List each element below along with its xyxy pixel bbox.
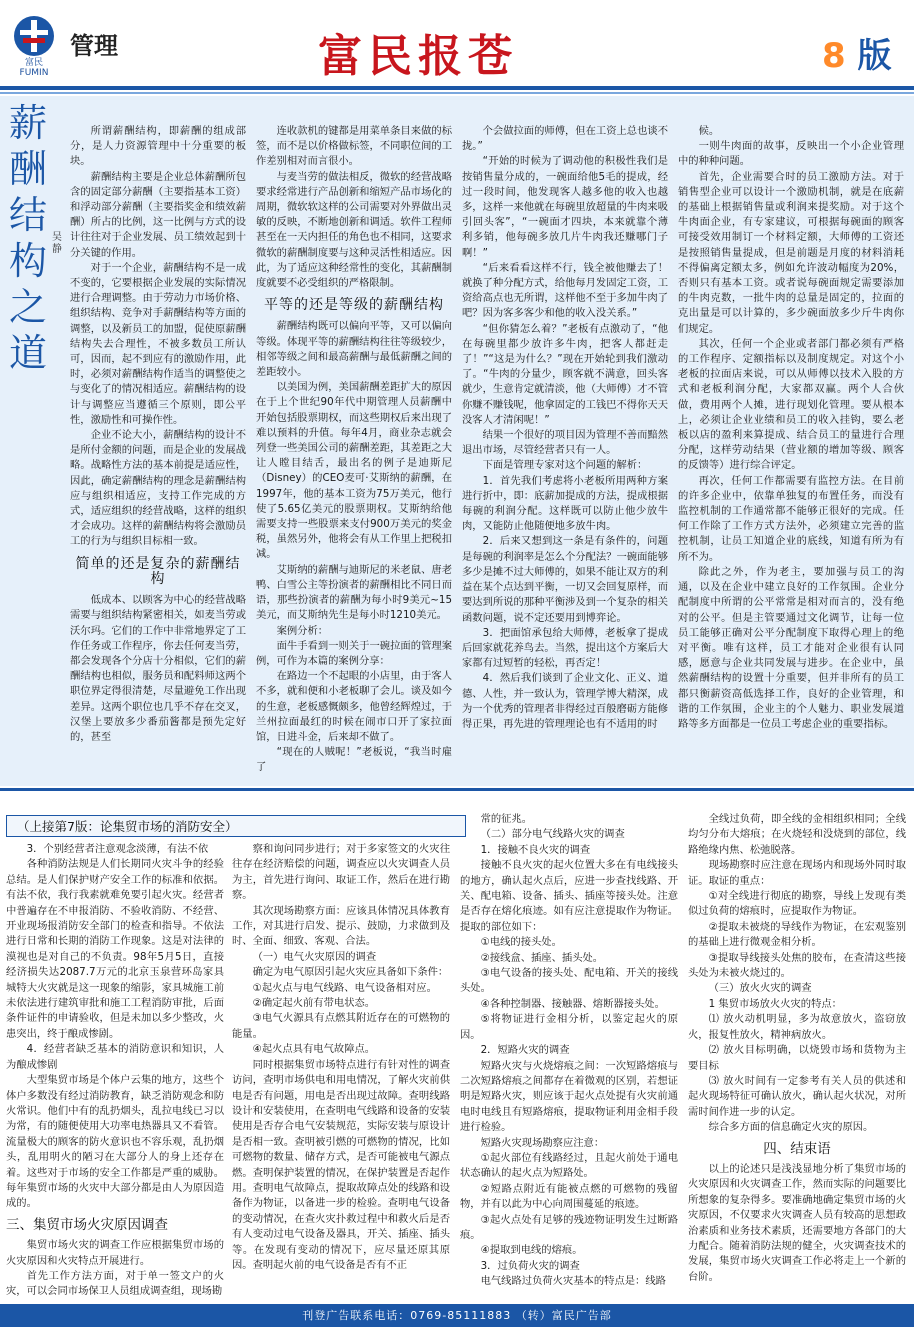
paragraph: 大型集贸市场是个体户云集的地方，这些个体户多数没有经过消防教育，缺乏消防观念和防火常识。他们中有的乱扔烟头，乱拉电线已习以为常，有的随便使用大功率电热器具又不看管。流量极大的顾客的防火意识也不容乐观，乱扔烟头，乱用明火的陋习在大部分人的身上还存在着。这些对于市场的安全工作都是严重的威胁。每年集贸市场的火灾中大部分都是由人为原因造成的。 — [6, 1074, 224, 1210]
paragraph: 察和询问同步进行；对于多家签文的火灾往往存在经济赔偿的问题，调查应以火灾调查人员为主，首先进行询问、取证工作，然后在进行勘察。 — [232, 843, 450, 902]
logo-latin: FUMIN — [19, 68, 49, 78]
paragraph: “但你猜怎么着？”老板有点激动了，“他在每碗里都少放许多牛肉，把客人都赶走了！”“这是为什么？”现在开始轮到我们激动了。“牛肉的分量少，顾客就不满意，回头客就少，生意肯定就清淡，他（大师傅）才不管你赚不赚钱呢，他拿固定的工钱巴不得你天天没客人才清闲呢！” — [462, 322, 668, 426]
paragraph: “现在的人贼呢！”老板说，“我当时雇了 — [256, 746, 452, 774]
paragraph: 低成本、以顾客为中心的经营战略需要与组织结构紧密相关，如麦当劳或沃尔玛。它们的工作中非常地界定了工作任务或工作程序，你去任何麦当劳，都会发现各个分店十分相似，它们的薪酬结构也相似，服务员和配料师这两个职位界定得很清楚，尽量避免工作出现差异。这两个职位也几乎不存在交叉，汉堡上要放多少番茄酱都是预先定好的，甚至 — [70, 594, 246, 743]
paragraph: ⑵ 放火目标明确，以烧毁市场和货物为主要目标 — [688, 1044, 906, 1072]
article-column-4 — [678, 124, 904, 784]
col2-body-after — [256, 319, 452, 775]
paragraph: 确定为电气原因引起火灾应具备如下条件： — [252, 966, 449, 979]
paragraph: 薪酬结构既可以偏向平等，又可以偏向等级。体现平等的薪酬结构往往等级较少，相邻等级之间和最高薪酬与最低薪酬之间的差距较小。 — [256, 320, 452, 379]
paragraph: 企业不论大小，薪酬结构的设计不是所付金额的问题，而是企业的发展战略。战略性方法的基本前提是适应性，因此，确定薪酬结构的理念是薪酬结构应与组织相适应，支持工作完成的方式，适应组织的经营战略，这样的组织才会成功。这样的薪酬结构将会激励员工的行为与组织目标相一致。 — [70, 429, 246, 548]
section-heading: 四、结束语 — [763, 1140, 831, 1157]
article-column-1 — [70, 124, 246, 784]
paragraph: 短路火灾与火烧熔痕之间：一次短路熔痕与二次短路熔痕之间都存在着微观的区别，若想证明是短路火灾，则应该于起火点处提有火灾前通电时电线且有短路熔痕，提取物证利用金相手段进行检验。 — [460, 1059, 678, 1134]
paragraph: 各种消防法规是人们长期同火灾斗争的经验总结。是人们保护财产安全工作的标准和依据。有法不依，我行我素就难免要引起火灾。经营者中普遍存在不申报消防、不验收消防、不经营、开业现场报消防安全部门的检查和指导。不依法进行日常和长期的消防工作现象。这是对法律的漠视也是对自己的不负责。98年5月5日，直接经济损失达2087.7万元的北京玉泉营环岛家具城特大火灾就是这一现象的缩影，家具城施工前未依法进行建筑审批和施工工程消防审批，后面条件证件的申请验收，但是未加以多少整改，火患突出，终于酿成惨剧。 — [6, 858, 224, 1040]
logo-emblem-icon — [12, 14, 56, 58]
paragraph: ④各种控制器、接触器、熔断器接头处。 — [480, 997, 665, 1010]
paragraph: ②提取未被烧的导线作为物证，在宏观鉴别的基础上进行微观金相分析。 — [688, 920, 906, 949]
bcol1-body — [6, 842, 224, 1212]
paragraph: 3．把面馆承包给大师傅，老板拿了提成后回家就花养鸟去。当然，提出这个方案后大家都有过短暂的轻松，再否定！ — [462, 626, 668, 670]
paragraph: 集贸市场火灾的调查工作应根据集贸市场的火灾原因和火灾特点开展进行。 — [6, 1239, 224, 1267]
paragraph: （一）电气火灾原因的调查 — [252, 950, 377, 963]
paragraph: 1．接触不良火灾的调查 — [480, 843, 591, 856]
paragraph: ③电气火源具有点燃其附近存在的可燃物的能量。 — [232, 1012, 450, 1040]
paragraph: 个会做拉面的师傅，但在工资上总也谈不拢。” — [462, 125, 668, 153]
col1-body-after — [70, 593, 246, 745]
bottom-column-4 — [688, 812, 906, 1300]
article-column-3 — [462, 124, 668, 784]
paragraph: ④提取到电线的熔痕。 — [480, 1244, 583, 1257]
bcol3-body — [460, 812, 678, 1290]
paragraph: 对于一个企业，薪酬结构不是一成不变的，它要根据企业发展的实际情况进行合理调整。由于劳动力市场价格、组织结构、竞争对手薪酬结构等方面的调整，以及新员工的加盟，促使原薪酬结构失去合理性，不被多数员工所认可，因而，起不到应有的激励作用，此时，必须对薪酬结构作适当的调整使之与变化了的情况相适应。薪酬结构的设计与调整应当遵循三个原则，即公平性，激励性和可操作性。 — [70, 261, 246, 426]
page-number — [822, 28, 892, 77]
paragraph: ②短路点附近有能被点燃的可燃物的残留物，并有以此为中心向周围蔓延的痕迹。 — [460, 1182, 678, 1211]
col1-body — [70, 124, 246, 550]
paragraph: ④起火点具有电气故障点。 — [252, 1043, 376, 1056]
article-column-2 — [256, 124, 452, 784]
paragraph: 首先，企业需要合时的员工激励方法。对于销售型企业可以设计一个激励机制，就是在底薪的基础上根据销售量或利润来提奖励。对于这个牛肉面企业，有专家建议，可根据每碗面的顾客可接受效用制订一个材料定额，大师傅的工资还是按照销售量提成，但是前题是月度的材料消耗不得偏离定额太多，例如允许波动幅度为20%，否则只有基本工资。或者说每碗面规定需要添加的牛肉克数，一批牛肉的总量是固定的，拉面的克出量是可以计算的，多少碗面放多少斤牛肉你们规定。 — [678, 170, 904, 335]
paragraph: 电气线路过负荷火灾基本的特点是：线路 — [480, 1275, 666, 1288]
paragraph: 面牛手看到一则关于一碗拉面的管理案例，可作为本篇的案例分享： — [256, 639, 452, 667]
bottom-column-1 — [6, 842, 224, 1300]
paragraph: 艾斯纳的薪酬与迪斯尼的米老鼠、唐老鸭、白雪公主等扮演者的薪酬相比不同日而语，那些扮演者的薪酬为每小时9美元~15美元，而艾斯纳先生是每小时1210美元。 — [256, 563, 452, 622]
bottom-column-2 — [232, 842, 450, 1300]
paragraph: 接触不良火灾的起火位置大多在有电线接头的地方，确认起火点后，应进一步查找线路、开关、配电箱、设备、插头、插座等接头处。注意是否存在熔化痕迹。如有应注意提取作为物证。提取的部位如下： — [460, 859, 678, 933]
paragraph: 候。 — [698, 125, 720, 137]
paragraph: ⑴ 放火动机明显，多为故意放火，盗窃放火，报复性放火，精神病放火。 — [688, 1013, 906, 1041]
paragraph: 所谓薪酬结构，即薪酬的组成部分，是人力资源管理中十分重要的板块。 — [70, 125, 246, 168]
header-rule — [0, 86, 914, 90]
bcol1-body-after — [6, 1238, 224, 1300]
paragraph: 与麦当劳的做法相反，微软的经营战略要求经常进行产品创新和缩短产品市场化的周期，微软软这样的公司需要对外界做出灵敏的反映，不断地创新和调适。软件工程师甚至在一天内担任的角色也不相同，这要求微软的薪酬制度要与这种灵活性相适应。因此，为了适应这种经常性的变化，其薪酬制度就要不必受组织的严格限制。 — [256, 170, 452, 290]
paragraph: 短路火灾现场勘察应注意： — [480, 1136, 605, 1149]
paragraph: 3．个别经营者注意观念淡薄，有法不依 — [26, 843, 209, 855]
section-heading: 平等的还是等级的薪酬结构 — [264, 297, 444, 314]
paragraph: 以美国为例，美国薪酬差距扩大的原因在于上个世纪90年代中期管理人员薪酬中开始包括股票期权，而这些期权后来出现了难以预料的升值。每年4月，商业杂志就会列登一些美国公司的薪酬差距，其差距之大让人瞠目结舌，最出名的例子是迪斯尼（Disney）的CEO麦可·艾斯纳的薪酬，在1997年，他的基本工资为75万美元，他行使了5.65亿美元的股票期权。艾斯纳给他需要支持一些股票来支付900万美元的奖金税，虽然另外，他将会有从工作里上把税扣减。 — [256, 381, 452, 561]
paragraph: 一则牛肉面的故事，反映出一个小企业管理中的种种问题。 — [678, 140, 904, 168]
paragraph: ②接线盒、插座、插头处。 — [480, 951, 604, 964]
paragraph: ①电线的接头处。 — [480, 936, 562, 949]
bcol2-body — [232, 842, 450, 1273]
paragraph: 4．经营者缺乏基本的消防意识和知识，人为酿成惨剧 — [6, 1043, 224, 1071]
paper-name: 富民报苍 — [318, 31, 518, 82]
paragraph: 除此之外，作为老主，要加强与员工的沟通，以及在企业中建立良好的工作氛围。企业分配制度中所谓的公平常常是相对而言的，没有绝对的公平。但是主管要通过文化调节，让每一位员工能够正确对公平分配制度下取得心理上的绝对平衡。唯有这样，员工才能对企业很有认同感，愿意与企业共同发展与进步。在企业中，虽然薪酬结构的设置十分重要，但并非所有的员工都只衡薪资高低选择工作，良好的企业管理，和谐的工作氛围，企业主的个人魅力、职业发展道路等多方面都是一位员工考虑企业的重要指标。 — [678, 565, 904, 730]
section-heading: 三、集贸市场火灾原因调查 — [6, 1216, 168, 1233]
paragraph: 同时根据集贸市场特点进行有针对性的调查访问，查明市场供电和用电情况，了解火灾前供电是否有问题，用电是否出现过故障。查明线路设计和安装使用，在查明电气线路和设备的安装使用是否存合电气安装规范，实际安装与原设计是否相一致。查明被引燃的可燃物的情况，比如可燃物的数量、储存方式，是否可能被电气源点燃。查明保护装置的情况，在保护装置是否起作用。查明电气故障点，提取故障点处的线路和设备作为物证，以备进一步的检验。查明电气设备的变动情况，在查火灾扑救过程中和救火后是否有人变动过电气设备及器具，开关、插座、插头等。在发现有变动的情况下，应尽量还原其原因。查明起火前的电气设备是否有不正 — [232, 1058, 450, 1271]
paragraph: 其次，任何一个企业或者部门都必须有严格的工作程序、定额指标以及制度规定。对这个小老板的拉面店来说，可以从师傅以技术入股的方式和老板利润分配，大家都双赢。两个人合伙做，费用两个人摊，进行现划化管理。要从根本上，必须让企业业绩和员工的收入挂钩，要么老板以店的盈利来算提成、结合员工的量进行合理分配，这样劳动结果（营业额的增加等级、顾客的反馈等）进行综合评定。 — [678, 337, 904, 472]
logo-subtitle — [10, 58, 58, 78]
section-label: 管理 — [70, 32, 118, 60]
article-title: 薪酬结构之道 — [8, 101, 47, 375]
paragraph: 再次，任何工作都需要有监控方法。在目前的许多企业中，依靠单独复的布置任务，而没有监控机制的工作通常都不能够正很好的完成。任何工作除了工作方式方法外，必须建立完善的监控机制，让员工知道企业的底线，知道有所为有所不为。 — [678, 474, 904, 563]
paragraph: ③电气设备的接头处、配电箱、开关的接线头处。 — [460, 967, 678, 995]
paragraph: 4．然后我们谈到了企业文化、正义、道德、人性，并一致认为，管理学博大精深，成为一个优秀的管理者非得经过百般磨砺方能修得正果，再先进的管理理论也有不适用的时 — [462, 672, 668, 730]
paragraph: ①起火点与电气线路、电气设备相对应。 — [252, 981, 437, 994]
article-author: 吴静 — [52, 232, 62, 255]
section-heading: 简单的还是复杂的薪酬结构 — [75, 555, 241, 587]
logo-text: 富民 — [24, 58, 43, 68]
paragraph: 2．短路火灾的调查 — [480, 1044, 570, 1057]
paragraph: ①起火部位有线路经过，且起火前处于通电状态确认的起火点为短路处。 — [460, 1151, 678, 1180]
paragraph: ⑤将物证进行金相分析，以鉴定起火的原因。 — [460, 1013, 678, 1041]
paragraph: 结果一个很好的项目因为管理不善而黯然退出市场，尽管经营者只有一人。 — [462, 429, 668, 457]
paragraph: ③起火点处有足够的残迹物证明发生过断路痕。 — [460, 1213, 678, 1241]
paragraph: “开始的时候为了调动他的积极性我们是按销售量分成的，一碗面给他5毛的提成，经过一段时间，他发现客人越多他的收入也越多，这样一来他就在每碗里放超量的牛肉来吸引回头客”，“一碗面才四块，本来就靠个薄利多销，他每碗多放几片牛肉我还赚哪门子啊！” — [462, 155, 668, 259]
paragraph: 首先工作方法方面，对于单一签文户的火灾，可以会同市场保卫人员组成调查组，现场勘 — [6, 1269, 224, 1298]
paragraph: 全线过负荷，即全线的金相组织相同；全线均匀分布大熔痕；在火烧轻和没烧到的部位，线路绝缘内焦、松弛脱落。 — [688, 813, 906, 856]
section-divider — [0, 788, 914, 791]
paragraph: （二）部分电气线路火灾的调查 — [480, 828, 625, 841]
footer-ad-contact: 刊登广告联系电话：0769-85111883 （转）富民广告部 — [0, 1304, 914, 1327]
paragraph: 以上的论述只是浅浅显地分析了集贸市场的火灾原因和火灾调查工作，然而实际的问题要比所想象的复杂得多。要准确地确定集贸市场的火灾原因，不仅要求火灾调查人员有较高的思想政治素质和业务技术素质，还需要地方各部门的大力配合。随着消防法规的健全，火灾调查技术的发展，集贸市场火灾调查工作必将走上一个新的台阶。 — [688, 1162, 906, 1283]
paragraph: 薪酬结构主要是企业总体薪酬所包含的固定部分薪酬（主要指基本工资）和浮动部分薪酬（主要指奖金和绩效薪酬）所占的比例，这一比例与方式的设计往往对于企业发展、员工绩效起到十分关键的作用。 — [70, 170, 246, 259]
paragraph: ⑶ 放火时间有一定参考有关人员的供述和起火现场特征可确认放火，确认起火状况，对所需时间作进一步的认定。 — [688, 1074, 906, 1118]
col2-body — [256, 124, 452, 291]
paragraph: 1．首先我们考虑将小老板所用两种方案进行折中，即：底薪加提成的方法，提成根据每碗的利润分配。这样既可以防止他少放牛肉，又能防止他随便地多放牛肉。 — [462, 474, 668, 533]
paragraph: ③提取导线接头处焦的胶布，在查清这些接头处为未被火烧过的。 — [688, 951, 906, 980]
paragraph: 案例分析： — [276, 624, 329, 637]
paragraph: ①对全线进行彻底的勘察，导线上发现有类似过负荷的熔痕时，应提取作为物证。 — [688, 890, 906, 918]
paragraph: 3．过负荷火灾的调查 — [480, 1259, 580, 1272]
bcol4-body — [688, 812, 906, 1136]
paragraph: 现场勘察时应注意在现场内和现场外同时取证。取证的重点： — [688, 859, 906, 887]
paragraph: 其次现场勘察方面：应该具体情况具体教育工作，对其进行启发、提示、鼓励，力求做到及时、全面、细致、客观、合法。 — [232, 904, 450, 948]
continued-banner: （上接第7版：论集贸市场的消防安全） — [6, 815, 466, 837]
paragraph: 常的征兆。 — [480, 813, 533, 825]
bcol4-body-after — [688, 1162, 906, 1285]
paragraph: 2．后来又想到这一条是有条件的，问题是每碗的利润率是怎么个分配法？一碗面能够多少是摊不过大师傅的，如果不能让双方的利益在某个点达到平衡，一切又会回复原样，而要达到所说的那种平衡涉及到一个复杂的相关函数问题，说不定还要用到博弈论。 — [462, 535, 668, 624]
page-number-digit: 8 — [822, 36, 846, 76]
paragraph: 1 集贸市场放火火灾的特点： — [708, 997, 842, 1010]
page-number-unit: 版 — [857, 36, 892, 76]
paragraph: 在路边一个不起眼的小店里，由于客人不多，就和便和小老板聊了会儿。谈及如今的生意，老板感慨颇多，他曾经辉煌过，于兰州拉面最红的时候在闹市口开了家拉面馆，日进斗金，后来却不做了。 — [256, 670, 452, 743]
paragraph: 综合多方面的信息确定火灾的原因。 — [708, 1121, 874, 1134]
paragraph: 连收款机的键都是用菜单条目来做的标签，而不是以价格做标签，不同职位间的工作差别相对而言很小。 — [256, 125, 452, 168]
paragraph: ②确定起火前有带电状态。 — [252, 997, 376, 1010]
paragraph: （三）放火火灾的调查 — [708, 982, 812, 995]
col3-body — [462, 124, 668, 732]
paragraph: “后来看看这样不行，钱全被他赚去了！就换了种分配方式，给他每月发固定工资，工资给高点也无所谓，这样他不至于多加牛肉了吧？因为客多客少和他的收入没关系。” — [462, 261, 668, 320]
paragraph: 下面是管理专家对这个问题的解析： — [482, 459, 648, 472]
header-rule-thin — [0, 92, 914, 94]
col4-body — [678, 124, 904, 732]
bottom-column-3 — [460, 812, 678, 1300]
